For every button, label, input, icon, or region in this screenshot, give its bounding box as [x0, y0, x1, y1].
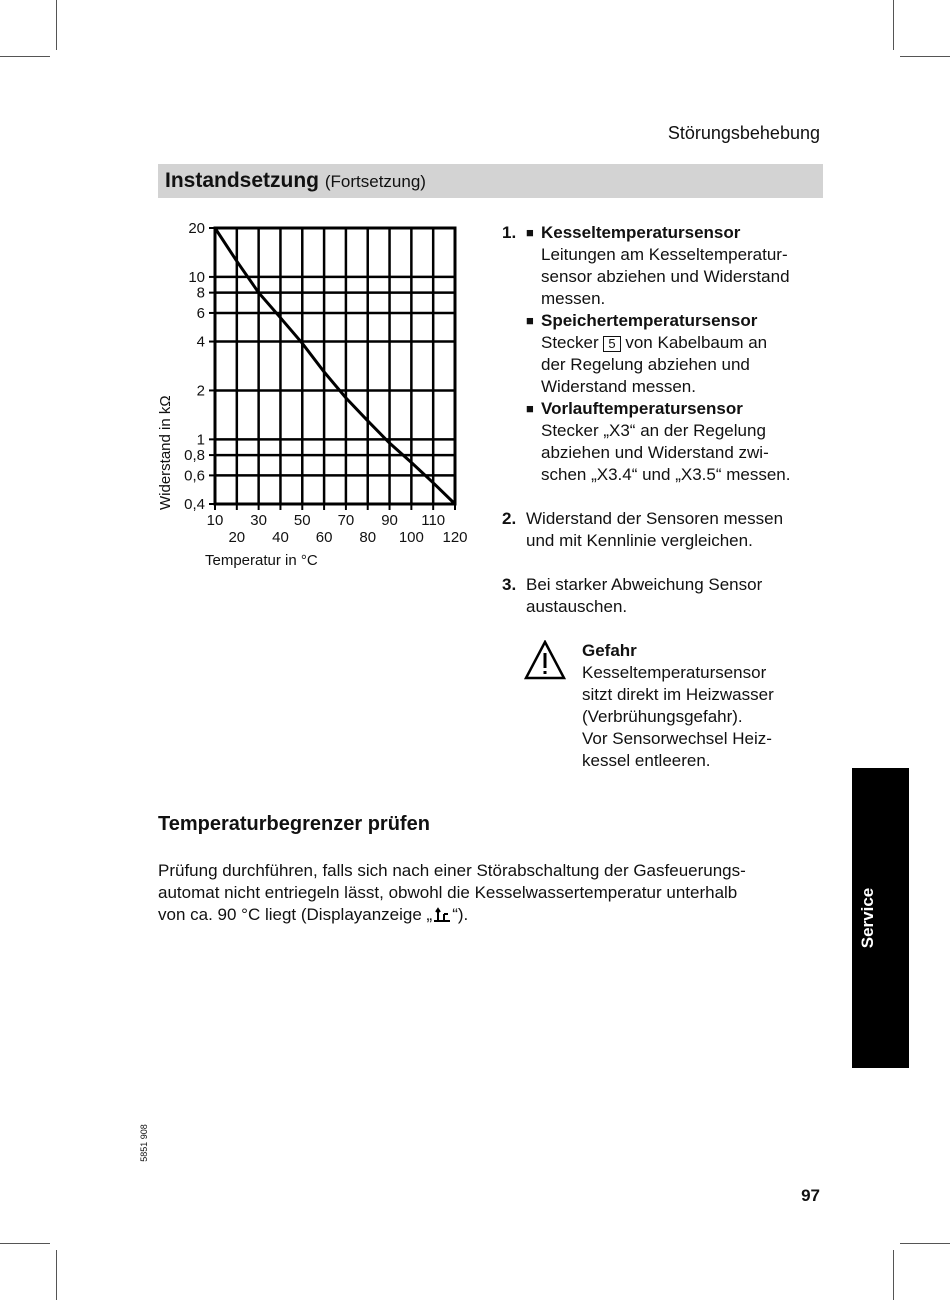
step-2	[502, 508, 832, 552]
y-tick-label: 6	[196, 304, 205, 322]
connector-number-box: 5	[603, 336, 620, 352]
bullet-line: schen „X3.4“ und „X3.5“ messen.	[541, 465, 791, 484]
danger-line: (Verbrühungsgefahr).	[582, 707, 743, 726]
y-tick-label: 1	[196, 431, 205, 449]
bullet-line: Leitungen am Kesseltemperatur-	[541, 245, 788, 264]
step-1	[502, 222, 832, 486]
bullet-line: sensor abziehen und Widerstand	[541, 267, 790, 286]
crop-mark	[0, 1243, 50, 1244]
service-tab-label: Service	[858, 887, 877, 949]
step-line: und mit Kennlinie vergleichen.	[526, 531, 753, 550]
bullet-line: der Regelung abziehen und	[541, 355, 750, 374]
chart-grid	[215, 228, 455, 504]
step-number: 1.	[502, 223, 517, 242]
square-bullet-icon: ■	[526, 401, 534, 416]
step-line: austauschen.	[526, 597, 628, 616]
y-tick-label: 8	[196, 284, 205, 302]
danger-line: sitzt direkt im Heizwasser	[582, 685, 774, 704]
crop-mark	[0, 56, 50, 57]
crop-mark	[56, 1250, 57, 1300]
danger-line: Kesseltemperatursensor	[582, 663, 767, 682]
x-tick-label: 90	[381, 512, 398, 529]
bullet-title: Speichertemperatursensor	[541, 311, 758, 330]
crop-mark	[900, 56, 950, 57]
text: Stecker	[541, 333, 599, 352]
resistance-curve	[215, 228, 455, 504]
y-tick-label: 0,6	[184, 467, 205, 485]
bullet-line: messen.	[541, 289, 606, 308]
step-3	[502, 574, 832, 618]
bullet-title: Vorlauftemperatursensor	[541, 399, 743, 418]
step-number: 3.	[502, 575, 517, 594]
step-line: Bei starker Abweichung Sensor	[526, 575, 763, 594]
bullet-vorlauftemperatursensor	[526, 398, 832, 486]
section-title: Instandsetzung	[165, 169, 320, 192]
crop-mark	[900, 1243, 950, 1244]
danger-line: Vor Sensorwechsel Heiz-	[582, 729, 772, 748]
step-line: Widerstand der Sensoren messen	[526, 509, 784, 528]
y-tick-label: 10	[188, 268, 205, 286]
x-tick-label: 120	[442, 529, 468, 546]
crop-mark	[893, 0, 894, 50]
x-tick-label: 110	[421, 512, 446, 529]
x-tick-label: 10	[206, 512, 224, 529]
bullet-line: Stecker „X3“ an der Regelung	[541, 421, 766, 440]
y-tick-label: 0,4	[184, 496, 205, 513]
x-tick-label: 30	[250, 512, 267, 529]
text: von ca. 90 °C liegt (Displayanzeige „	[158, 905, 433, 924]
section-header	[158, 164, 823, 198]
x-tick-label: 80	[359, 529, 377, 546]
square-bullet-icon: ■	[526, 225, 534, 240]
y-tick-label: 0,8	[184, 447, 205, 465]
section-heading: Temperaturbegrenzer prüfen	[158, 813, 430, 835]
y-tick-label: 4	[196, 333, 205, 351]
step-number: 2.	[502, 509, 517, 528]
chart-x-label: Temperatur in °C	[205, 552, 318, 569]
bullet-title: Kesseltemperatursensor	[541, 223, 741, 242]
danger-title: Gefahr	[582, 641, 637, 660]
bullet-speichertemperatursensor	[526, 310, 832, 398]
instruction-steps	[502, 222, 832, 618]
warning-triangle-icon	[524, 640, 566, 680]
crop-mark	[893, 1250, 894, 1300]
crop-mark	[56, 0, 57, 50]
chart-frame	[215, 228, 455, 504]
x-tick-label: 20	[228, 529, 246, 546]
x-tick-label: 60	[315, 529, 333, 546]
y-tick-label: 2	[196, 382, 205, 400]
bullet-line: Widerstand messen.	[541, 377, 696, 396]
section-subtitle: (Fortsetzung)	[324, 172, 426, 191]
y-tick-label: 20	[188, 220, 205, 237]
running-head: Störungsbehebung	[667, 123, 820, 143]
document-number: 5851 908	[139, 1124, 149, 1162]
temperature-limiter-icon	[432, 906, 452, 922]
paragraph-line: automat nicht entriegeln lässt, obwohl die Kesselwassertemperatur unterhalb	[158, 883, 738, 902]
danger-line: kessel entleeren.	[582, 751, 711, 770]
paragraph-line	[158, 904, 820, 926]
square-bullet-icon: ■	[526, 313, 534, 328]
x-tick-label: 100	[398, 529, 424, 546]
text: von Kabelbaum an	[625, 333, 768, 352]
bullet-line	[541, 332, 832, 354]
x-tick-label: 50	[293, 512, 311, 529]
chart-labels	[184, 220, 467, 546]
chart-y-label: Widerstand in kΩ	[157, 395, 174, 510]
body-paragraph	[158, 860, 820, 926]
page-number: 97	[801, 1186, 820, 1205]
paragraph-line: Prüfung durchführen, falls sich nach einer Störabschaltung der Gasfeuerungs-	[158, 861, 746, 880]
bullet-kesseltemperatursensor	[526, 222, 832, 310]
x-tick-label: 70	[337, 512, 355, 529]
text: “).	[452, 905, 469, 924]
danger-text	[582, 640, 832, 772]
x-tick-label: 40	[272, 529, 289, 546]
resistance-chart	[155, 215, 485, 575]
bullet-line: abziehen und Widerstand zwi-	[541, 443, 769, 462]
